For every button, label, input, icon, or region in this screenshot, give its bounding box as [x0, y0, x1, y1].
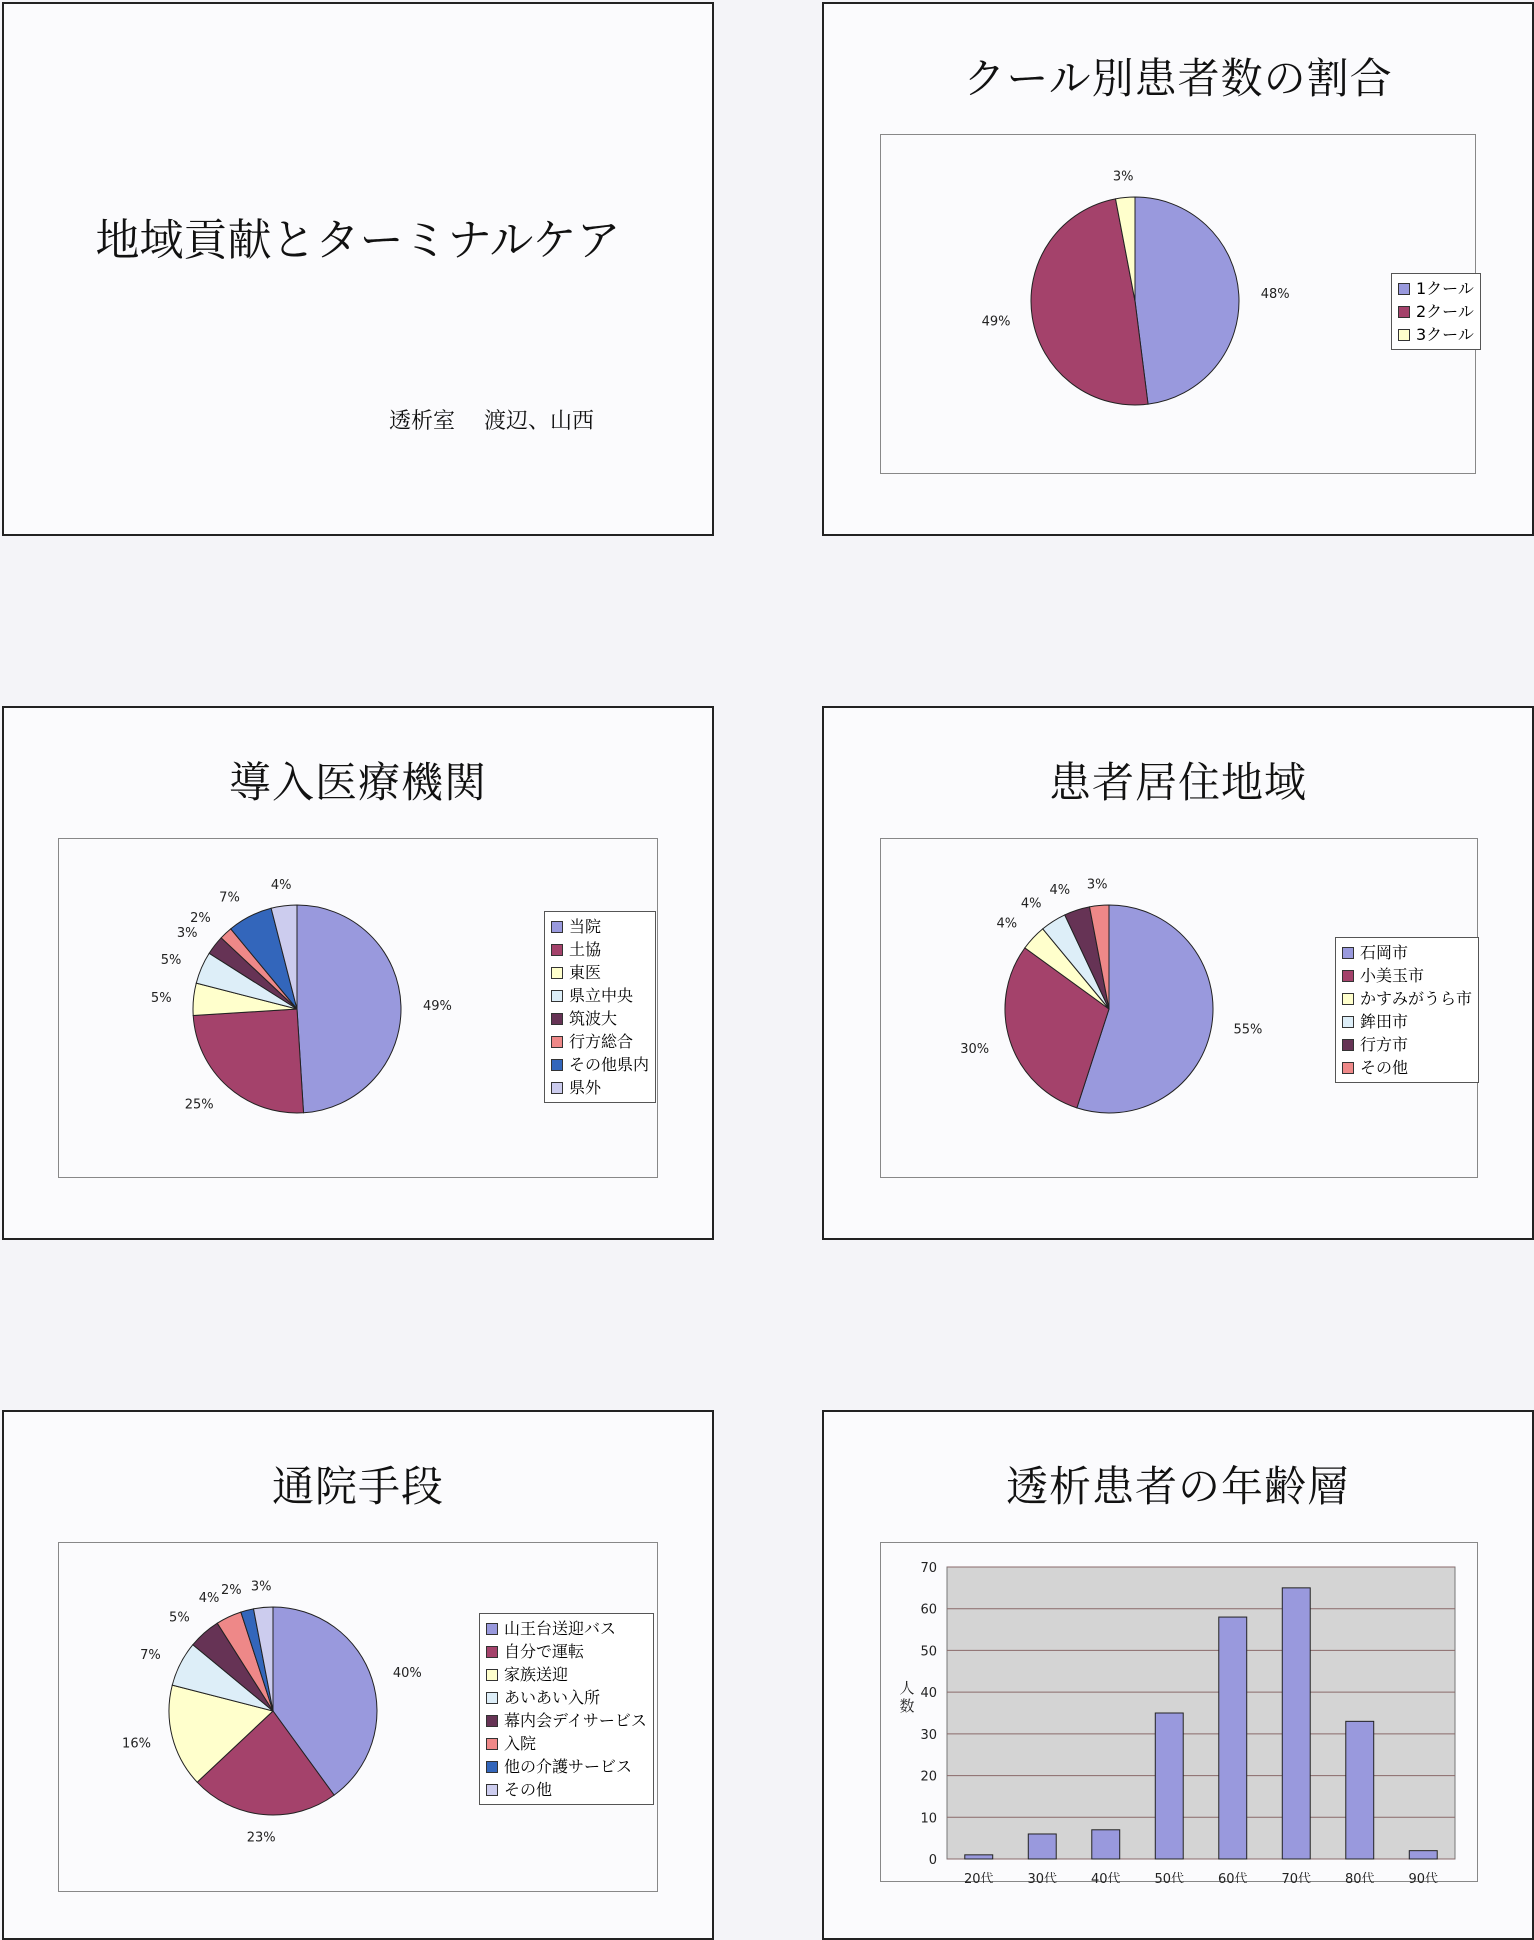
slide-cool-ratio: [822, 2, 1534, 536]
pie-data-label: 5%: [150, 991, 172, 1007]
pie-data-label: 40%: [392, 1666, 422, 1682]
slide-heading: 透析患者の年齢層: [1005, 1462, 1350, 1511]
legend-item: [1342, 1056, 1472, 1079]
bar-70代: [1282, 1588, 1310, 1859]
legend-label: 筑波大: [569, 1009, 618, 1028]
pie-data-label: 3%: [176, 925, 198, 941]
legend-item: [551, 1007, 649, 1030]
legend-label: 家族送迎: [504, 1665, 569, 1684]
y-axis-label: 人数: [899, 1679, 915, 1715]
legend-swatch: [551, 990, 563, 1002]
legend-label: 行方市: [1360, 1035, 1409, 1054]
legend-item: [486, 1640, 647, 1663]
pie-data-label: 3%: [1112, 169, 1134, 185]
bar-30代: [1028, 1834, 1056, 1859]
x-tick-label: 60代: [1217, 1872, 1248, 1883]
slide-commute: [2, 1410, 714, 1940]
legend-swatch: [486, 1692, 498, 1704]
legend-item: [1342, 1010, 1472, 1033]
bar-60代: [1219, 1617, 1247, 1859]
pie-data-label: 5%: [169, 1610, 190, 1626]
y-tick-label: 10: [920, 1811, 937, 1827]
legend-item: [486, 1663, 647, 1686]
x-tick-label: 30代: [1027, 1872, 1058, 1883]
legend-label: あいあい入所: [504, 1688, 601, 1707]
legend-label: 入院: [504, 1734, 537, 1753]
pie-data-label: 16%: [122, 1736, 151, 1752]
legend-swatch: [486, 1646, 498, 1658]
x-tick-label: 20代: [963, 1872, 994, 1883]
y-tick-label: 40: [920, 1686, 937, 1702]
presentation-authors: 透析室 渡辺、山西: [389, 409, 594, 434]
y-tick-label: 0: [928, 1853, 937, 1868]
bar-chart-age: [881, 1543, 1479, 1883]
pie-data-label: 4%: [996, 916, 1018, 932]
legend-item: [551, 961, 649, 984]
bar-40代: [1092, 1830, 1120, 1859]
pie-slice-1: [1135, 197, 1239, 404]
legend-swatch: [1398, 283, 1410, 295]
legend-label: 県外: [569, 1078, 602, 1097]
y-tick-label: 20: [920, 1769, 937, 1785]
legend-label: その他県内: [569, 1055, 650, 1074]
legend-item: [486, 1617, 647, 1640]
legend-swatch: [486, 1715, 498, 1727]
slide-heading: クール別患者数の割合: [963, 54, 1393, 103]
pie-data-label: 3%: [1086, 877, 1108, 893]
pie-data-label: 25%: [184, 1097, 214, 1113]
x-tick-label: 90代: [1408, 1872, 1439, 1883]
x-tick-label: 80代: [1344, 1872, 1375, 1883]
legend-label: 県立中央: [569, 986, 634, 1005]
legend-item: [1398, 300, 1474, 323]
legend-swatch: [1398, 306, 1410, 318]
legend-swatch: [486, 1738, 498, 1750]
bar-80代: [1346, 1721, 1374, 1859]
y-tick-label: 30: [920, 1727, 937, 1743]
pie-data-label: 30%: [960, 1041, 990, 1057]
legend-label: かすみがうら市: [1360, 989, 1473, 1008]
legend-item: [486, 1732, 647, 1755]
bar-20代: [965, 1855, 993, 1859]
legend-swatch: [1342, 970, 1354, 982]
presentation-title: 地域貢献とターミナルケア: [95, 215, 621, 266]
slide-heading: 導入医療機関: [228, 758, 487, 807]
legend-label: 石岡市: [1360, 943, 1409, 962]
legend-item: [486, 1755, 647, 1778]
legend-swatch: [1342, 947, 1354, 959]
y-tick-label: 50: [920, 1644, 937, 1660]
legend-label: その他: [504, 1780, 553, 1799]
pie-data-label: 4%: [270, 877, 292, 893]
legend-swatch: [1342, 1062, 1354, 1074]
legend-label: 2クール: [1416, 302, 1474, 321]
pie-slice-1: [297, 905, 401, 1113]
legend-swatch: [486, 1761, 498, 1773]
legend-item: [1342, 964, 1472, 987]
legend-item: [551, 1030, 649, 1053]
pie-data-label: 55%: [1233, 1022, 1263, 1038]
chart-frame: [58, 1542, 658, 1892]
legend-label: 自分で運転: [504, 1642, 585, 1661]
legend-item: [551, 984, 649, 1007]
legend-label: その他: [1360, 1058, 1409, 1077]
legend-label: 他の介護サービス: [504, 1757, 633, 1776]
pie-data-label: 5%: [160, 952, 182, 968]
slide-residence: [822, 706, 1534, 1240]
pie-data-label: 4%: [1049, 883, 1071, 899]
pie-data-label: 4%: [1020, 896, 1042, 912]
legend-label: 土協: [569, 940, 602, 959]
legend-label: 鉾田市: [1360, 1012, 1409, 1031]
legend-item: [486, 1709, 647, 1732]
y-tick-label: 60: [920, 1602, 937, 1618]
legend-label: 山王台送迎バス: [504, 1619, 617, 1638]
pie-data-label: 7%: [140, 1647, 161, 1663]
chart-frame: [880, 1542, 1478, 1882]
legend-label: 幕内会デイサービス: [504, 1711, 647, 1730]
legend-label: 当院: [569, 917, 602, 936]
legend-item: [551, 938, 649, 961]
slide-heading: 通院手段: [271, 1462, 444, 1511]
pie-chart-cool: [881, 135, 1477, 475]
plot-area: [947, 1567, 1455, 1859]
legend-swatch: [486, 1669, 498, 1681]
legend-swatch: [551, 1082, 563, 1094]
legend-swatch: [486, 1623, 498, 1635]
legend-label: 行方総合: [569, 1032, 634, 1051]
legend-item: [1342, 987, 1472, 1010]
legend-swatch: [551, 1059, 563, 1071]
legend-swatch: [551, 944, 563, 956]
legend-swatch: [551, 1036, 563, 1048]
legend-label: 小美玉市: [1360, 966, 1425, 985]
slide-intro-facility: [2, 706, 714, 1240]
pie-data-label: 49%: [422, 999, 452, 1015]
x-tick-label: 40代: [1090, 1872, 1121, 1883]
legend-item: [1398, 277, 1474, 300]
slide-age: [822, 1410, 1534, 1940]
legend-residence: [1335, 937, 1479, 1083]
pie-data-label: 3%: [250, 1579, 272, 1595]
legend-item: [1398, 323, 1474, 346]
chart-frame: [58, 838, 658, 1178]
chart-frame: [880, 838, 1478, 1178]
bar-50代: [1155, 1713, 1183, 1859]
legend-item: [551, 1053, 649, 1076]
legend-cool: [1391, 273, 1481, 350]
legend-item: [486, 1778, 647, 1801]
pie-data-label: 2%: [221, 1582, 242, 1598]
legend-item: [551, 1076, 649, 1099]
legend-swatch: [1342, 993, 1354, 1005]
legend-swatch: [1342, 1016, 1354, 1028]
chart-frame: [880, 134, 1476, 474]
legend-commute: [479, 1613, 654, 1805]
legend-label: 1クール: [1416, 279, 1474, 298]
legend-swatch: [551, 967, 563, 979]
legend-intro: [544, 911, 656, 1103]
pie-data-label: 48%: [1260, 287, 1290, 303]
slide-title: [2, 2, 714, 536]
pie-data-label: 4%: [198, 1590, 220, 1606]
legend-swatch: [551, 921, 563, 933]
legend-item: [1342, 1033, 1472, 1056]
legend-item: [486, 1686, 647, 1709]
legend-label: 3クール: [1416, 325, 1474, 344]
x-tick-label: 70代: [1281, 1872, 1312, 1883]
legend-swatch: [1342, 1039, 1354, 1051]
pie-data-label: 7%: [219, 890, 240, 906]
pie-data-label: 23%: [246, 1830, 276, 1846]
pie-data-label: 2%: [190, 911, 211, 927]
legend-item: [551, 915, 649, 938]
x-tick-label: 50代: [1154, 1872, 1185, 1883]
legend-label: 東医: [569, 963, 602, 982]
y-tick-label: 70: [920, 1561, 937, 1576]
pie-data-label: 49%: [981, 314, 1011, 330]
legend-swatch: [486, 1784, 498, 1796]
legend-swatch: [551, 1013, 563, 1025]
bar-90代: [1409, 1851, 1437, 1859]
slide-heading: 患者居住地域: [1048, 758, 1307, 807]
legend-swatch: [1398, 329, 1410, 341]
legend-item: [1342, 941, 1472, 964]
